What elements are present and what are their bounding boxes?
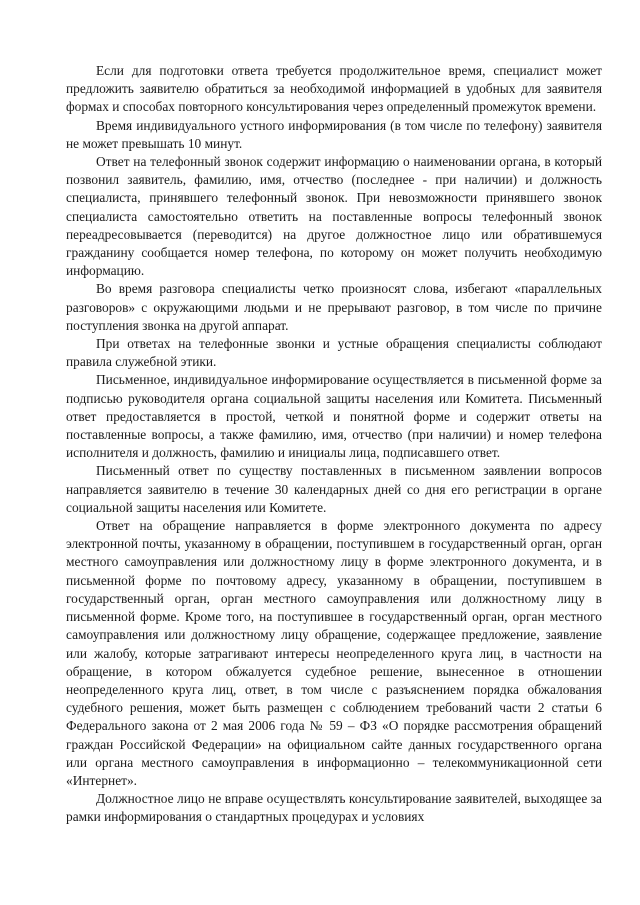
paragraph-conversation-rules: Во время разговора специалисты четко произносят слова, избегают «параллельных разговоров» с окружающими людьми и не прерывают разговор, в том числе по причине поступления звонка на другой аппарат. — [66, 281, 602, 333]
paragraph-official-limits: Должностное лицо не вправе осуществлять консультирование заявителей, выходящее за рамки информирования о стандартных процедурах и условиях — [66, 791, 602, 825]
paragraph-answer-delivery: Ответ на обращение направляется в форме электронного документа по адресу электронной почты, указанному в обращении, поступившем в государственный орган, орган местного самоуправления или должностному лицу в форме электронного документа, и в письменной форме по почтовому адресу, указанному в обращении, поступившем в государственный орган, орган местного самоуправления или должностному лицу в письменной форме. Кроме того, на поступившее в государственный орган, орган местного самоуправления или должностному лицу обращение, содержащее предложение, заявление или жалобу, которые затрагивают интересы неопределенного круга лиц, в частности на обращение, в котором обжалуется судебное решение, вынесенное в отношении неопределенного круга лиц, ответ, в том числе с разъяснением порядка обжалования судебного решения, может быть размещен с соблюдением требований части 2 статьи 6 Федерального закона от 2 мая 2006 года № 59 – ФЗ «О порядке рассмотрения обращений граждан Российской Федерации» на официальном сайте данных государственного органа или органа местного самоуправления в информационно – телекоммуникационной сети «Интернет». — [66, 518, 602, 788]
paragraph-written-answer-deadline: Письменный ответ по существу поставленных в письменном заявлении вопросов направляется заявителю в течение 30 календарных дней со дня его регистрации в органе социальной защиты населения или Комитете. — [66, 463, 602, 515]
paragraph-written-info: Письменное, индивидуальное информирование осуществляется в письменной форме за подписью руководителя органа социальной защиты населения или Комитета. Письменный ответ предоставляется в простой, четкой и понятной форме и содержит ответы на поставленные вопросы, а также фамилию, имя, отчество (при наличии) и номер телефона исполнителя и должность, фамилию и инициалы лица, подписавшего ответ. — [66, 372, 602, 461]
paragraph-phone-answer: Ответ на телефонный звонок содержит информацию о наименовании органа, в который позвонил заявитель, фамилию, имя, отчество (последнее - при наличии) и должность специалиста, принявшего телефонный звонок. При невозможности принявшего звонок специалиста самостоятельно ответить на поставленные вопросы телефонный звонок переадресовывается (переводится) на другое должностное лицо или обратившемуся гражданину сообщается номер телефона, по которому он может получить необходимую информацию. — [66, 154, 602, 279]
document-text — [66, 62, 602, 827]
paragraph-oral-info-duration: Время индивидуального устного информирования (в том числе по телефону) заявителя не может превышать 10 минут. — [66, 117, 602, 151]
paragraph-service-ethics: При ответах на телефонные звонки и устные обращения специалисты соблюдают правила служебной этики. — [66, 336, 602, 370]
paragraph-consultation-time: Если для подготовки ответа требуется продолжительное время, специалист может предложить заявителю обратиться за необходимой информацией в удобных для заявителя формах и способах повторного консультирования через определенный промежуток времени. — [66, 63, 602, 115]
